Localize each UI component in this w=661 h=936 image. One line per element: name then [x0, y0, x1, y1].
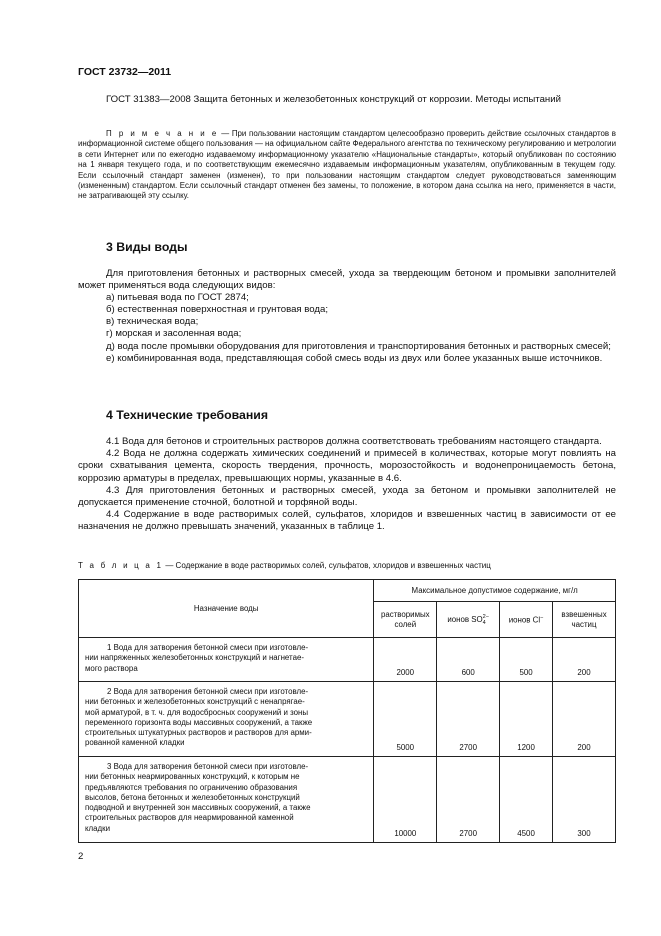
header-suspended-particles: взвешенных частиц [553, 602, 616, 638]
water-type-item: е) комбинированная вода, представляющая собой смесь воды из двух или более указанных выше источников. [106, 352, 603, 364]
header-soluble-salts: растворимых солей [374, 602, 437, 638]
header-chloride-ions: ионов Cl− [500, 602, 553, 638]
table-row [79, 638, 616, 682]
row-purpose: 1 Вода для затворения бетонной смеси при изготовле- нии напряженных железобетонных конструкций и нагнетае- мого раствора [79, 638, 374, 682]
value-chloride: 500 [500, 638, 553, 682]
section-3-body [78, 268, 616, 365]
section-4-body [78, 436, 616, 534]
clause-4-3: 4.3 Для приготовления бетонных и растворных смесей, ухода за бетоном и промывки заполнителей не допускается применение сточной, болотной и торфяной воды. [78, 484, 616, 509]
value-soluble-salts: 10000 [374, 757, 437, 843]
note-text: — При пользовании настоящим стандартом целесообразно проверить действие ссылочных стандартов в информационной системе общего пользования — на официальном сайте Федерального агентства по техническому регулированию и метрологии в сети Интернет или по ежегодно издаваемому информационному указателю «Национальные стандарты», который опубликован по состоянию на 1 января текущего года, и по соответствующим ежемесячно издаваемым информационным указателям, опубликованным в текущем году. Если ссылочный стандарт заменен (изменен), то при пользовании настоящим стандартом следует руководствоваться заменяющим (измененным) стандартом. Если ссылочный стандарт отменен без замены, то положение, в котором дана ссылка на него, применяется в части, не затрагивающей эту ссылку. [78, 129, 616, 201]
water-type-item: б) естественная поверхностная и грунтовая вода; [106, 304, 328, 316]
table-row [79, 682, 616, 757]
value-suspended: 200 [553, 638, 616, 682]
section-3-intro: Для приготовления бетонных и растворных смесей, ухода за твердеющим бетоном и промывки заполнителей может применяться вода следующих видов: [78, 268, 616, 292]
note-paragraph [78, 129, 616, 202]
value-soluble-salts: 2000 [374, 638, 437, 682]
clause-4-2: 4.2 Вода не должна содержать химических соединений и примесей в количествах, которые могут повлиять на сроки схватывания цемента, скорость твердения, прочность, морозостойкость и водонепроницаемость бетона, коррозию арматуры в пределах, превышающих нормы, указанные в 4.6. [78, 448, 616, 484]
section-3-title: 3 Виды воды [106, 240, 188, 254]
value-sulfate: 600 [437, 638, 500, 682]
header-max-content: Максимальное допустимое содержание, мг/л [374, 580, 616, 602]
value-sulfate: 2700 [437, 682, 500, 757]
value-chloride: 1200 [500, 682, 553, 757]
document-header: ГОСТ 23732—2011 [78, 66, 172, 78]
value-suspended: 200 [553, 682, 616, 757]
note-label: П р и м е ч а н и е [106, 129, 219, 138]
row-purpose: 3 Вода для затворения бетонной смеси при изготовле- нии бетонных неармированных конструкций, к которым не предъявляются требования по ограничению образования высолов, бетона бетонных и железобетонных конструкций подводной и внутренней зон массивных сооружений, а также строительных растворов для неармированной каменной кладки [79, 757, 374, 843]
row-purpose: 2 Вода для затворения бетонной смеси при изготовле- нии бетонных и железобетонных конструкций с ненапрягае- мой арматурой, в т. ч. для водосбросных сооружений и зоны переменного горизонта воды массивных сооружений, а также строительных штукатурных растворов и растворов для арми- рованной каменной кладки [79, 682, 374, 757]
value-sulfate: 2700 [437, 757, 500, 843]
value-chloride: 4500 [500, 757, 553, 843]
normative-reference [78, 94, 616, 106]
clause-4-1: 4.1 Вода для бетонов и строительных растворов должна соответствовать требованиям настоящего стандарта. [106, 436, 602, 447]
value-suspended: 300 [553, 757, 616, 843]
reference-text: ГОСТ 31383—2008 Защита бетонных и железобетонных конструкций от коррозии. Методы испытаний [106, 94, 561, 105]
table-caption-label: Т а б л и ц а 1 [78, 561, 164, 570]
clause-4-4: 4.4 Содержание в воде растворимых солей, сульфатов, хлоридов и взвешенных частиц в зависимости от ее назначения не должно превышать значений, указанных в таблице 1. [78, 509, 616, 533]
section-4-title: 4 Технические требования [106, 408, 268, 422]
water-content-table [78, 579, 616, 843]
header-sulfate-ions: ионов SO2− 4 [437, 602, 500, 638]
page-number: 2 [78, 851, 84, 862]
note-block [78, 129, 616, 202]
table-row [79, 757, 616, 843]
header-purpose: Назначение воды [79, 580, 374, 638]
water-type-item: в) техническая вода; [106, 316, 199, 328]
table-caption-text: — Содержание в воде растворимых солей, сульфатов, хлоридов и взвешенных частиц [163, 561, 491, 570]
water-type-item: г) морская и засоленная вода; [106, 328, 242, 340]
value-soluble-salts: 5000 [374, 682, 437, 757]
table-caption [78, 561, 491, 570]
water-type-item: а) питьевая вода по ГОСТ 2874; [106, 292, 249, 304]
water-type-item: д) вода после промывки оборудования для приготовления и транспортирования бетонных и растворных смесей; [106, 340, 611, 352]
